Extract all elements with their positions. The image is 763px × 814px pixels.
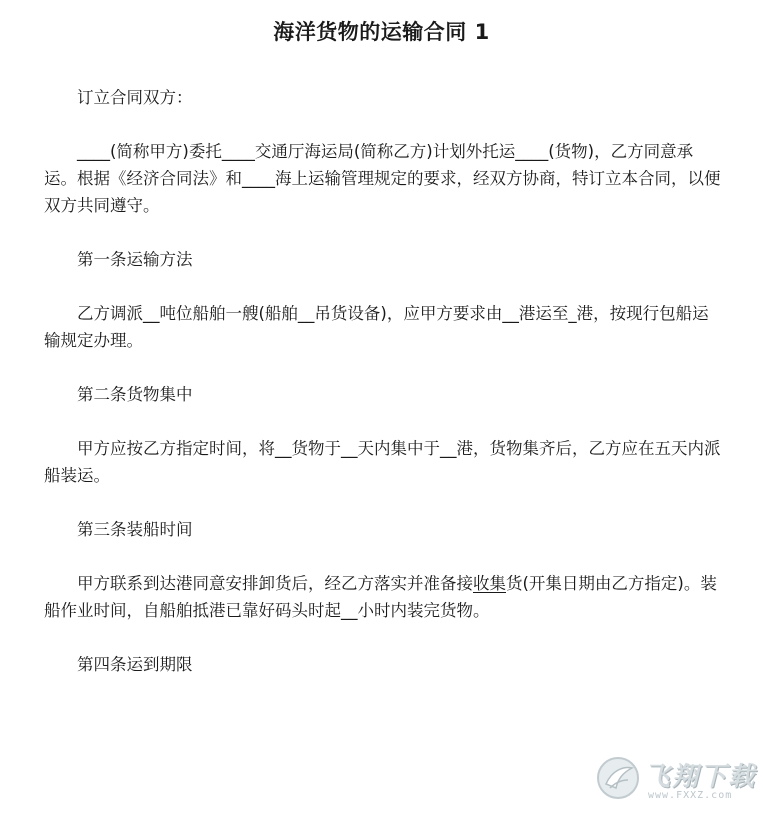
paragraph-article-2: 甲方应按乙方指定时间，将__货物于__天内集中于__港，货物集齐后，乙方应在五天内派船装运。 [44,439,721,485]
paragraph-article-3-part-a: 甲方联系到达港同意安排卸货后，经乙方落实并准备接 [77,574,473,593]
heading-article-4: 第四条运到期限 [77,655,193,674]
heading-article-1: 第一条运输方法 [77,250,193,269]
paragraph-article-1: 乙方调派__吨位船舶一艘(船舶__吊货设备)，应甲方要求由__港运至_港，按现行包船运输规定办理。 [44,304,709,350]
paragraph-article-3-part-b: 货(开集日期由乙方指定)。装船作业时间，自船舶抵港已靠好码头时起__小时内装完货物。 [44,574,717,620]
heading-article-2: 第二条货物集中 [77,385,193,404]
watermark-brand: 飞翔下载 [644,762,757,792]
document-title: 海洋货物的运输合同 1 [273,20,490,44]
underlined-text: 收集 [473,574,506,593]
paragraph-article-3 [44,570,724,624]
heading-article-3: 第三条装船时间 [77,520,193,539]
paragraph-parties: 订立合同双方： [77,88,193,107]
document-body [44,84,724,705]
watermark [596,754,756,806]
paragraph-intro: ____(简称甲方)委托____交通厅海运局(简称乙方)计划外托运____(货物)，乙方同意承运。根据《经济合同法》和____海上运输管理规定的要求，经双方协商，特订立本合同，以便双方共同遵守。 [44,142,721,215]
watermark-url: www.FXXZ.com [648,790,733,801]
watermark-logo-icon [596,756,640,800]
